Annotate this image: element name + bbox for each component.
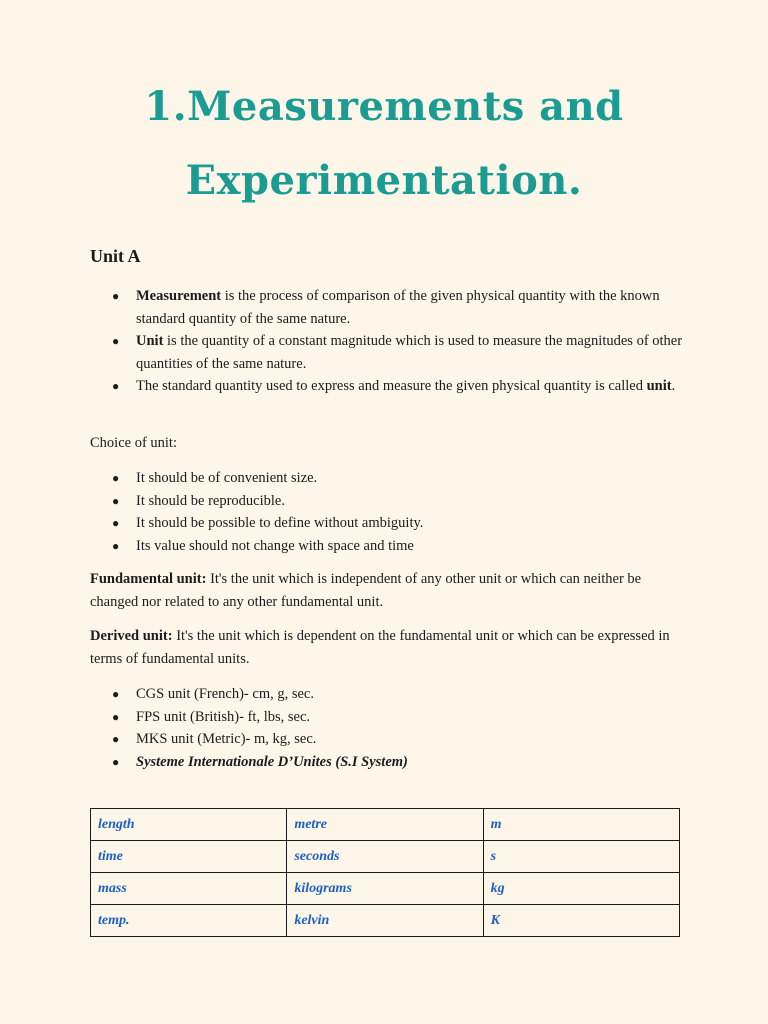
definition-text: is the quantity of a constant magnitude which is used to measure the magnitudes of other quantities of the same nature.: [136, 333, 683, 372]
table-cell: metre: [287, 809, 483, 841]
table-row: [91, 841, 680, 873]
bullet-icon: ●: [112, 334, 120, 348]
derived-unit-term: Derived unit:: [90, 628, 173, 644]
table-cell: seconds: [287, 841, 483, 873]
list-item: [90, 535, 690, 558]
system-item: MKS unit (Metric)- m, kg, sec.: [136, 731, 317, 747]
table-cell: s: [483, 841, 679, 873]
list-item: [90, 751, 690, 774]
table-row: [91, 905, 680, 937]
table-cell: time: [91, 841, 287, 873]
bullet-icon: ●: [112, 538, 120, 553]
table-cell: mass: [91, 873, 287, 905]
table-row: [91, 873, 680, 905]
si-units-table: [90, 808, 680, 937]
bullet-icon: ●: [112, 709, 120, 724]
systems-list: [90, 683, 690, 773]
list-item: [90, 375, 690, 398]
table-cell: kilograms: [287, 873, 483, 905]
choice-item: It should be reproducible.: [136, 492, 285, 509]
system-item-si: Systeme Internationale D’Unites (S.I System): [136, 753, 408, 770]
list-item: [90, 467, 690, 490]
unit-heading: Unit A: [90, 246, 141, 266]
fundamental-unit-paragraph: [90, 568, 690, 613]
bullet-icon: ●: [112, 471, 120, 485]
bullet-icon: ●: [112, 379, 120, 393]
definition-end: .: [671, 378, 676, 394]
choice-item: It should be of convenient size.: [136, 470, 318, 486]
definitions-list: [90, 285, 690, 398]
list-item: [90, 512, 690, 535]
definition-text: is the process of comparison of the given physical quantity with the known standard quantity of the same nature.: [136, 288, 660, 327]
table-cell: kelvin: [287, 905, 483, 937]
derived-unit-paragraph: [90, 625, 690, 670]
term-unit: Unit: [136, 333, 164, 349]
choice-heading: Choice of unit:: [90, 435, 177, 451]
list-item: [90, 490, 690, 513]
system-item: FPS unit (British)- ft, lbs, sec.: [136, 708, 311, 725]
bullet-icon: ●: [112, 687, 120, 701]
bullet-icon: ●: [112, 732, 120, 746]
derived-unit-text: It's the unit which is dependent on the fundamental unit or which can be expressed in terms of fundamental units.: [90, 628, 670, 667]
fundamental-unit-text: It's the unit which is independent of any other unit or which can neither be changed nor related to any other fundamental unit.: [90, 571, 642, 610]
list-item: [90, 683, 690, 706]
bullet-icon: ●: [112, 516, 120, 530]
list-item: [90, 728, 690, 751]
term-measurement: Measurement: [136, 288, 222, 304]
bullet-icon: ●: [112, 754, 120, 769]
page-title: [0, 70, 768, 218]
list-item: [90, 706, 690, 729]
table-cell: kg: [483, 873, 679, 905]
table-row: [91, 809, 680, 841]
list-item: [90, 330, 690, 375]
fundamental-unit-term: Fundamental unit:: [90, 571, 207, 587]
system-item: CGS unit (French)- cm, g, sec.: [136, 686, 314, 702]
bullet-icon: ●: [112, 493, 120, 508]
table-cell: m: [483, 809, 679, 841]
table-cell: temp.: [91, 905, 287, 937]
choice-item: Its value should not change with space and time: [136, 537, 414, 554]
term-unit-bold: unit: [646, 378, 672, 394]
table-cell: K: [483, 905, 679, 937]
table-cell: length: [91, 809, 287, 841]
definition-text: The standard quantity used to express and measure the given physical quantity is called: [136, 378, 647, 394]
list-item: [90, 285, 690, 330]
choice-list: [90, 467, 690, 557]
page-title-line-2: Experimentation.: [185, 157, 583, 204]
bullet-icon: ●: [112, 289, 120, 303]
page-title-line-1: 1.Measurements and: [144, 83, 624, 130]
choice-item: It should be possible to define without ambiguity.: [136, 515, 424, 531]
